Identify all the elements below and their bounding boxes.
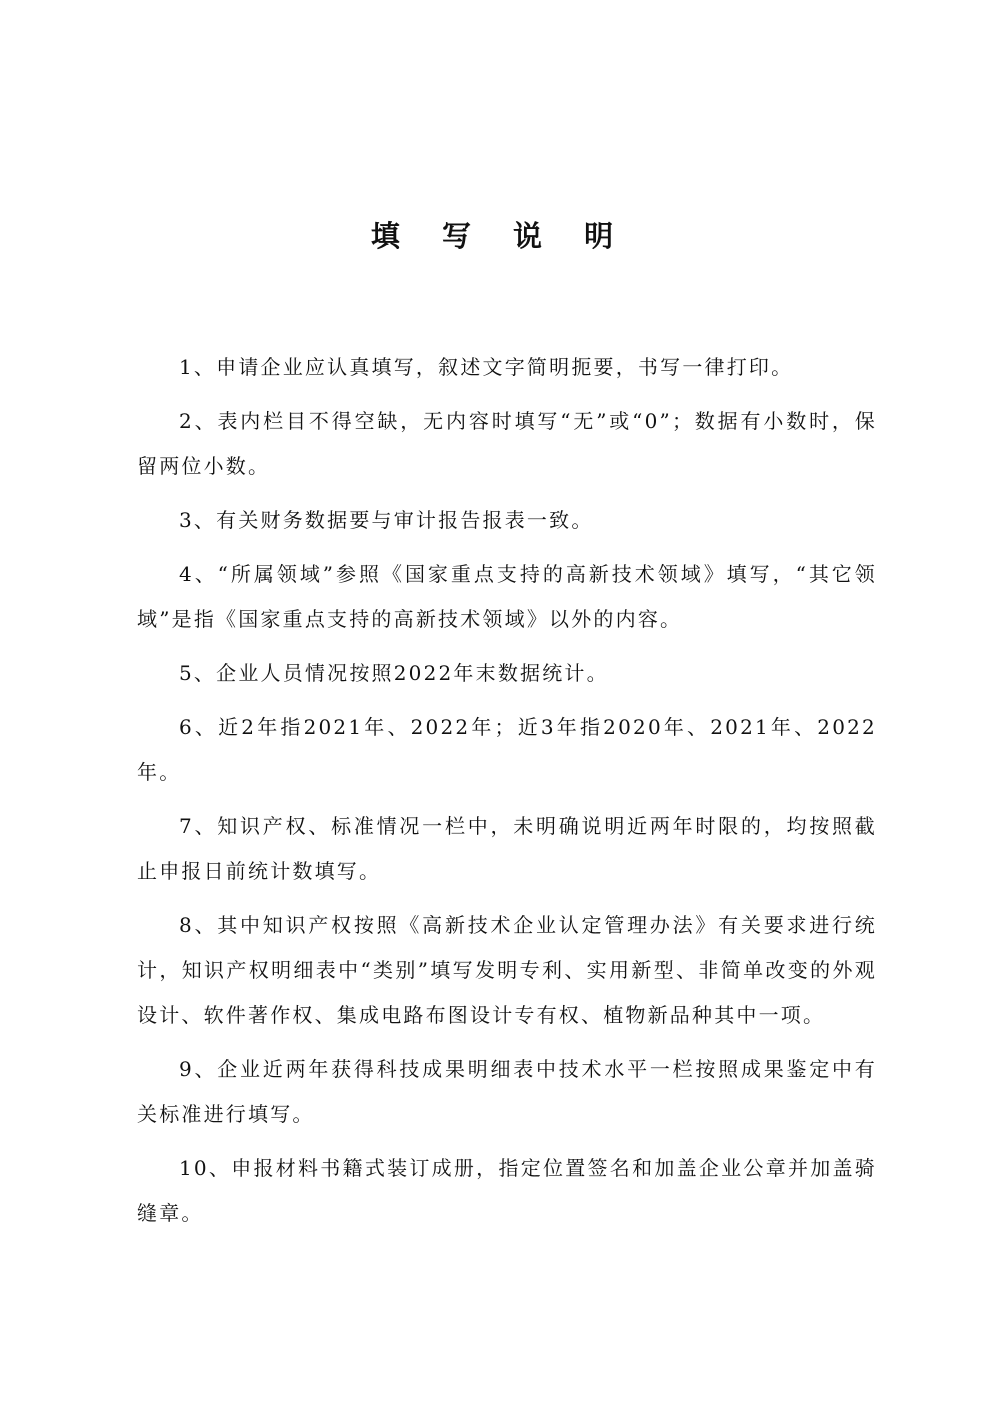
instruction-list (137, 345, 877, 1245)
instruction-item-8: 8、其中知识产权按照《高新技术企业认定管理办法》有关要求进行统计，知识产权明细表中“类别”填写发明专利、实用新型、非简单改变的外观设计、软件著作权、集成电路布图设计专有权、植物新品种其中一项。 (137, 913, 877, 1027)
page-title: 填 写 说 明 (370, 219, 630, 253)
instruction-item-3: 3、有关财务数据要与审计报告报表一致。 (179, 508, 594, 532)
instruction-item-6: 6、近2年指2021年、2022年；近3年指2020年、2021年、2022年。 (137, 715, 877, 784)
instruction-item-4: 4、“所属领域”参照《国家重点支持的高新技术领域》填写，“其它领域”是指《国家重点支持的高新技术领域》以外的内容。 (137, 562, 877, 631)
instruction-item-7: 7、知识产权、标准情况一栏中，未明确说明近两年时限的，均按照截止申报日前统计数填写。 (137, 814, 877, 883)
instruction-item-2: 2、表内栏目不得空缺，无内容时填写“无”或“0”；数据有小数时，保留两位小数。 (137, 409, 877, 478)
instruction-item-5: 5、企业人员情况按照2022年末数据统计。 (179, 661, 609, 685)
instruction-item-10: 10、申报材料书籍式装订成册，指定位置签名和加盖企业公章并加盖骑缝章。 (137, 1156, 877, 1225)
instruction-item-1: 1、申请企业应认真填写，叙述文字简明扼要，书写一律打印。 (179, 355, 794, 379)
instruction-item-9: 9、企业近两年获得科技成果明细表中技术水平一栏按照成果鉴定中有关标准进行填写。 (137, 1057, 877, 1126)
